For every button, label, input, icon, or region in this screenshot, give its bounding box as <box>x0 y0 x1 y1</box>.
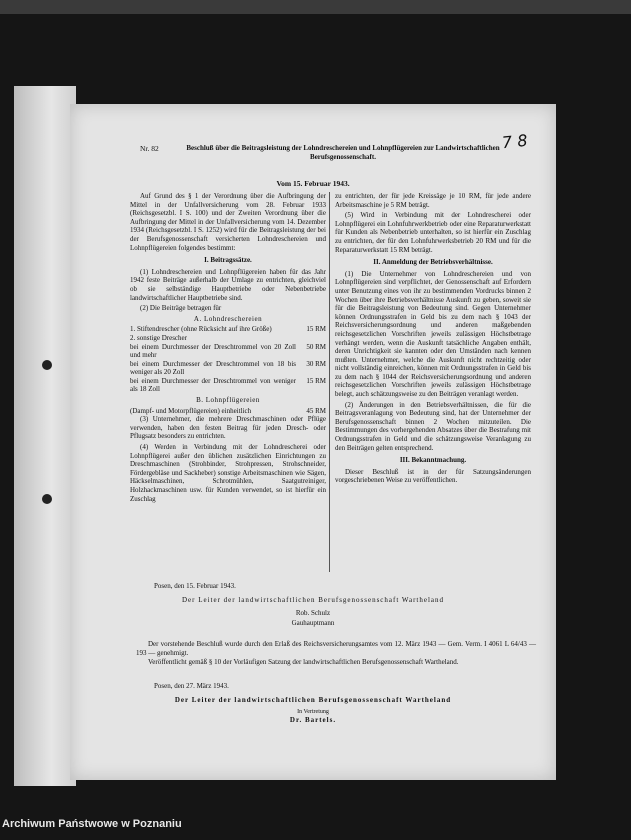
section-heading: I. Beitragssätze. <box>204 256 252 265</box>
publication-text: Veröffentlicht gemäß § 10 der Vorläufigen Satzung der landwirtschaftlichen Berufsgenossenschaft Wartheland. <box>148 658 459 666</box>
right-column <box>335 192 531 487</box>
top-film-edge <box>0 0 631 14</box>
rate-row <box>130 377 326 394</box>
rate-row <box>130 325 326 334</box>
section-heading: III. Bekanntmachung. <box>399 456 467 465</box>
paragraph: (2) Änderungen in den Betriebsverhältnissen, die für die Beitragsveranlagung von Bedeutung sind, hat der Unternehmer der Berufsgenossenschaft binnen 2 Wochen mitzuteilen. Die Bestimmungen des vorhergehenden Absatzes über die Bestrafung mit Ordnungsstrafen in Geld und die schätzungsweise Veranlagung zu den Beiträgen gelten entsprechend. <box>335 400 531 452</box>
signature-name: Dr. Bartels. <box>289 716 337 724</box>
left-column <box>130 192 326 505</box>
place-date: Posen, den 27. März 1943. <box>154 682 229 690</box>
section-heading: II. Anmeldung der Betriebsverhältnisse. <box>373 258 493 267</box>
paragraph: Dieser Beschluß ist in der für Satzungsänderungen vorgeschriebenen Weise zu veröffentlichen. <box>335 467 531 485</box>
paragraph: (1) Die Unternehmer von Lohndreschereien und von Lohnpflügereien sind verpflichtet, der Genossenschaft auf Erfordern unter Benutzung eines von ihr zu bestimmenden Vordrucks binnen 2 Wochen über ihre Betriebsverhältnisse Auskunft zu geben, soweit sie für die Beitragsleistung von Bedeutung sind. Gegen Unternehmer können Ordnungsstrafen in Geld bis zu dem nach § 1043 der Reichsversicherungsordnung und anderen maßgebenden reichsgesetzlichen Vorschriften jeweils zulässigen Höchstbetrage verhängt werden, wenn die Auskunft tatsächliche Angaben enthält, deren Unrichtigkeit sie kannten oder den Umständen nach kennen mußten. Unternehmer, welche die Auskunft nicht rechtzeitig oder nicht vollständig einreichen, können mit Ordnungsstrafen in Geld bis zu dem nach § 1044 der Reichsversicherungsordnung und anderen reichsgesetzlichen Vorschriften jeweils zulässigen Höchstbetrage belegt, auch schätzungsweise zu den Beiträgen veranlagt werden. <box>335 269 531 399</box>
rate-label: bei einem Durchmesser der Dreschtrommel von 18 bis weniger als 20 Zoll <box>130 359 296 377</box>
signature-title: Gauhauptmann <box>291 619 335 627</box>
rate-row <box>130 360 326 377</box>
rate-amount: 50 RM <box>306 342 326 351</box>
archive-label: Archiwum Państwowe w Poznaniu <box>2 818 182 830</box>
rate-row <box>130 334 326 343</box>
paragraph: zu entrichten, der für jede Kreissäge je 10 RM, für jede andere Arbeitsmaschine je 5 RM beträgt. <box>335 192 531 209</box>
rate-amount: 15 RM <box>306 376 326 385</box>
punch-hole <box>42 494 52 504</box>
paragraph: (1) Lohndreschereien und Lohnpflügereien haben für das Jahr 1942 feste Beiträge außerhalb der Umlage zu entrichten, gleichviel ob sie selbständige Hauptbetriebe oder Nebenbetriebe landwirtschaftlicher Hauptbetriebe sind. <box>130 267 326 302</box>
document-date: Vom 15. Februar 1943. <box>276 179 350 188</box>
rate-label: (Dampf- und Motorpflügereien) einheitlich <box>130 406 252 415</box>
signature-proxy: In Vertretung <box>297 709 329 715</box>
rate-row <box>130 343 326 360</box>
rate-amount: 45 RM <box>306 406 326 415</box>
document-title: Beschluß über die Beitragsleistung der Lohndreschereien und Lohnpflügereien zur Landwirtschaftlichen Berufsgenossenschaft. <box>186 144 500 161</box>
paragraph: (4) Werden in Verbindung mit der Lohndrescherei oder Lohnpflügerei außer den üblichen zusätzlichen Einrichtungen zu Dreschmaschinen (Strohbinder, Strohpressen, Strohschneider, Fördergebläse und Sackheber) sonstige Arbeitsmaschinen wie Sägen, Häckselmaschinen, Schrotmühlen, Saatgutreiniger, Holzhackmaschinen usw. für Kunden verwendet, so ist hierfür ein Zuschlag <box>130 443 326 503</box>
approval-note <box>136 640 536 667</box>
subsection-heading: B. Lohnpflügereien <box>196 396 260 405</box>
rate-label: 1. Stiftendrescher (ohne Rücksicht auf ihre Größe) <box>130 325 272 334</box>
paragraph: (2) Die Beiträge betragen für <box>140 304 222 313</box>
rate-label: 2. sonstige Drescher <box>130 333 187 342</box>
paragraph: (5) Wird in Verbindung mit der Lohndrescherei oder Lohnpflügerei ein Lohnfuhrwerkbetrieb oder eine Reparaturwerkstatt für Kunden als Nebenbetrieb unterhalten, so ist hierfür ein Zuschlag zu entrichten, der für den Lohnfuhrwerksbetrieb 20 RM und für die Reparaturwerkstatt 15 RM beträgt. <box>335 211 531 254</box>
subsection-heading: A. Lohndreschereien <box>193 314 263 323</box>
paragraph: (3) Unternehmer, die mehrere Dreschmaschinen oder Pflüge verwenden, haben den festen Beitrag für jeden Dresch- oder Pflugsatz besonders zu entrichten. <box>130 415 326 441</box>
rate-label: bei einem Durchmesser der Dreschtrommel von weniger als 18 Zoll <box>130 376 296 394</box>
intro-paragraph: Auf Grund des § 1 der Verordnung über die Aufbringung der Mittel in der Unfallversicherung vom 28. Februar 1933 (Reichsgesetzbl. I S. 100) und der Zweiten Verordnung über die Aufbringung der Mittel in der Unfallversicherung vom 14. Dezember 1934 (Reichsgesetzbl. I S. 1252) wird für die Beitragsleistung der bei der Berufsgenossenschaft versicherten Lohndreschereien und Lohnpflügereien folgendes bestimmt: <box>130 192 326 252</box>
binder-spine <box>14 86 76 786</box>
rate-amount: 15 RM <box>306 325 326 334</box>
document-number: Nr. 82 <box>140 144 159 153</box>
signature-org: Der Leiter der landwirtschaftlichen Berufsgenossenschaft Wartheland <box>181 596 445 604</box>
signature-name: Rob. Schulz <box>295 609 331 617</box>
punch-hole <box>42 360 52 370</box>
rate-amount <box>296 334 326 343</box>
rate-label: bei einem Durchmesser der Dreschtrommel von 20 Zoll und mehr <box>130 342 296 360</box>
column-divider <box>329 192 330 572</box>
rate-amount: 30 RM <box>306 359 326 368</box>
approval-text: Der vorstehende Beschluß wurde durch den Erlaß des Reichsversicherungsamtes vom 12. März 1943 — Gem. Verm. I 4061 L 64/43 — 193 — genehmigt. <box>136 640 536 657</box>
document-page <box>70 104 556 780</box>
rate-row <box>130 407 326 416</box>
handwritten-annotation: 7 8 <box>501 130 529 153</box>
signature-org: Der Leiter der landwirtschaftlichen Berufsgenossenschaft Wartheland <box>174 696 452 704</box>
place-date: Posen, den 15. Februar 1943. <box>154 582 236 590</box>
